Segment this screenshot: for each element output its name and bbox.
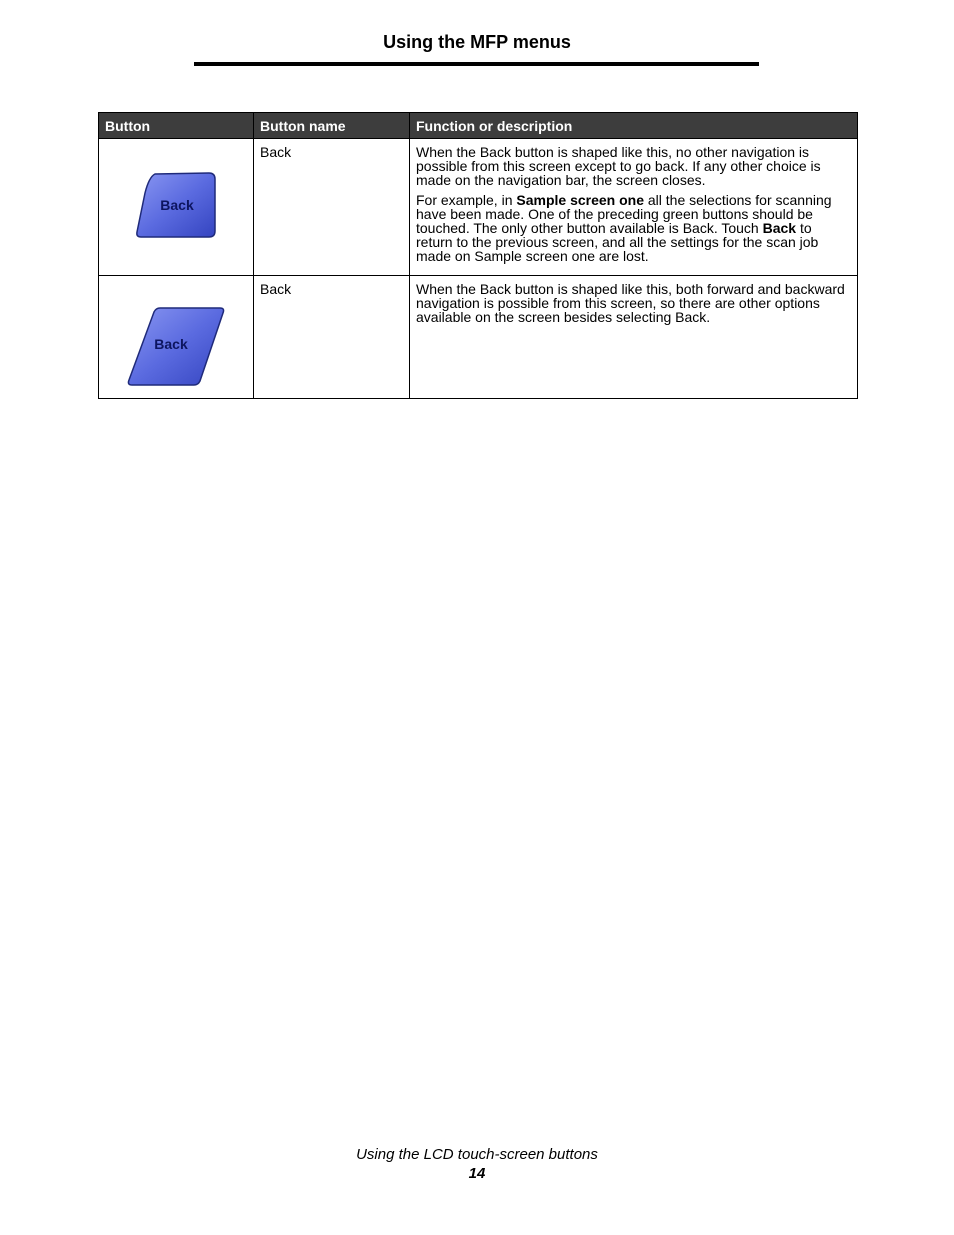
column-header-button: Button bbox=[99, 113, 254, 139]
button-table bbox=[98, 112, 858, 399]
description-cell bbox=[410, 276, 858, 399]
description-paragraph: When the Back button is shaped like this, no other navigation is possible from this screen except to go back. If any other choice is made on the navigation bar, the screen closes. bbox=[416, 144, 821, 188]
button-image-cell bbox=[99, 276, 254, 399]
table-header-row bbox=[99, 113, 858, 139]
column-header-button-name: Button name bbox=[254, 113, 410, 139]
page-number: 14 bbox=[468, 1165, 486, 1182]
back-button-rounded-icon bbox=[135, 171, 217, 239]
back-button-label: Back bbox=[160, 197, 194, 213]
page-title: Using the MFP menus bbox=[383, 32, 571, 52]
back-button-label: Back bbox=[154, 336, 188, 352]
footer-caption: Using the LCD touch-screen buttons bbox=[356, 1146, 598, 1163]
back-button-slanted-icon bbox=[126, 306, 226, 388]
description-paragraph: For example, in Sample screen one all the selections for scanning have been made. One of the preceding green buttons should be touched. The only other button available is Back. Touch Back to return to the previous screen, and all the settings for the scan job made on Sample screen one are lost. bbox=[416, 192, 832, 264]
title-rule bbox=[194, 62, 759, 66]
column-header-function: Function or description bbox=[410, 113, 858, 139]
button-name-cell: Back bbox=[254, 276, 410, 399]
description-cell bbox=[410, 139, 858, 276]
description-paragraph: When the Back button is shaped like this, both forward and backward navigation is possible from this screen, so there are other options available on the screen besides selecting Back. bbox=[416, 281, 845, 325]
button-image-cell bbox=[99, 139, 254, 276]
button-name-cell: Back bbox=[254, 139, 410, 276]
table-row bbox=[99, 276, 858, 399]
table-row bbox=[99, 139, 858, 276]
